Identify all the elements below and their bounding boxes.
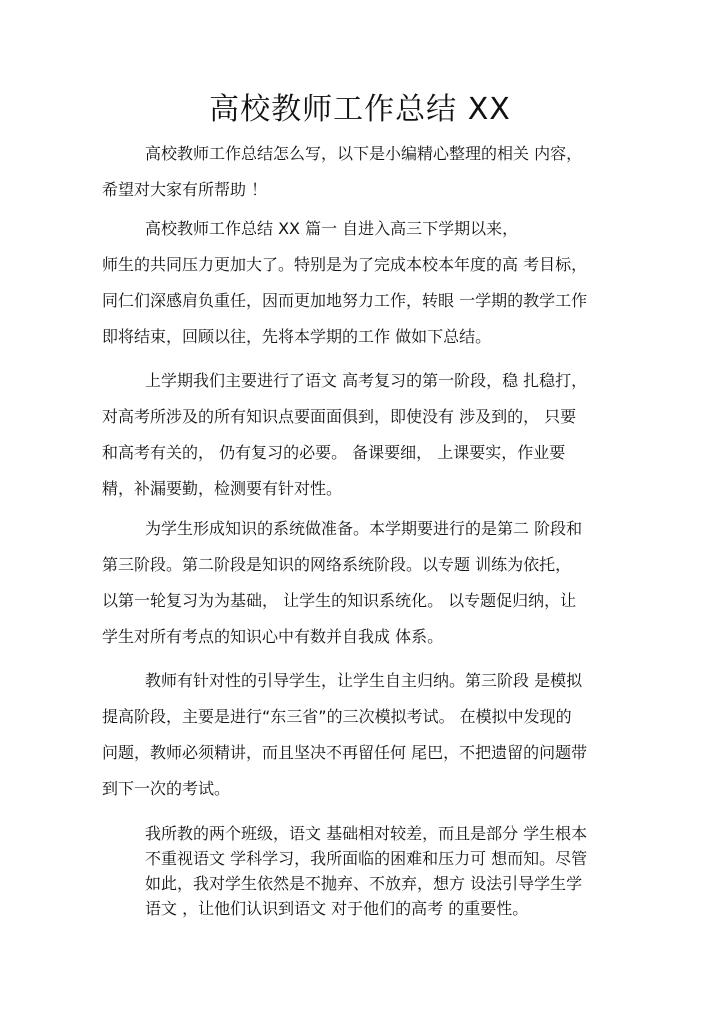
text-line: 问题，教师必须精讲，而且坚决不再留任何 尾巴，不把遗留的问题带 bbox=[102, 743, 588, 762]
text-line: 如此，我对学生依然是不抛弃、不放弃，想方 设法引导学生学 bbox=[145, 874, 583, 893]
text-line: 不重视语文 学科学习，我所面临的困难和压力可 想而知。尽管 bbox=[145, 849, 588, 868]
paragraph-1 bbox=[102, 211, 622, 355]
text-line: 到下一次的考试。 bbox=[102, 779, 231, 798]
text-line: 高校教师工作总结 XX 篇一 自进入高三下学期以来， bbox=[145, 219, 519, 238]
paragraph-4 bbox=[102, 663, 622, 807]
text-line: 语文 ，让他们认识到语文 对于他们的高考 的重要性。 bbox=[145, 899, 529, 918]
paragraph-5 bbox=[145, 821, 625, 921]
text-line: 我所教的两个班级，语文 基础相对较差，而且是部分 学生根本 bbox=[145, 824, 588, 843]
text-line: 以第一轮复习为为基础， 让学生的知识系统化。 以专题促归纳，让 bbox=[102, 591, 577, 610]
paragraph-3 bbox=[102, 511, 622, 655]
text-line: 提高阶段，主要是进行“东三省”的三次模拟考试。 在模拟中发现的 bbox=[102, 707, 572, 726]
text-line: 高校教师工作总结怎么写，以下是小编精心整理的相关 内容， bbox=[145, 144, 583, 163]
text-line: 和高考有关的， 仍有复习的必要。 备课要细， 上课要实，作业要 bbox=[102, 443, 566, 462]
text-line: 为学生形成知识的系统做准备。本学期要进行的是第二 阶段和 bbox=[145, 519, 583, 538]
text-line: 精，补漏要勤，检测要有针对性。 bbox=[102, 479, 343, 498]
paragraph-2 bbox=[102, 363, 622, 507]
text-line: 教师有针对性的引导学生，让学生自主归纳。第三阶段 是模拟 bbox=[145, 671, 583, 690]
text-line: 第三阶段。第二阶段是知识的网络系统阶段。以专题 训练为依托， bbox=[102, 555, 572, 574]
text-line: 上学期我们主要进行了语文 高考复习的第一阶段，稳 扎稳打， bbox=[145, 371, 588, 390]
text-line: 同仁们深感肩负重任，因而更加地努力工作，转眼 一学期的教学工作 bbox=[102, 291, 588, 310]
text-line: 对高考所涉及的所有知识点要面面俱到，即使没有 涉及到的， 只要 bbox=[102, 407, 577, 426]
text-line: 即将结束，回顾以往，先将本学期的工作 做如下总结。 bbox=[102, 327, 492, 346]
text-line: 学生对所有考点的知识心中有数并自我成 体系。 bbox=[102, 627, 444, 646]
text-line: 希望对大家有所帮助 ！ bbox=[102, 180, 268, 199]
paragraph-intro bbox=[102, 136, 622, 208]
text-line: 师生的共同压力更加大了。特别是为了完成本校本年度的高 考目标， bbox=[102, 255, 588, 274]
page-title: 高校教师工作总结 XX bbox=[209, 92, 511, 127]
